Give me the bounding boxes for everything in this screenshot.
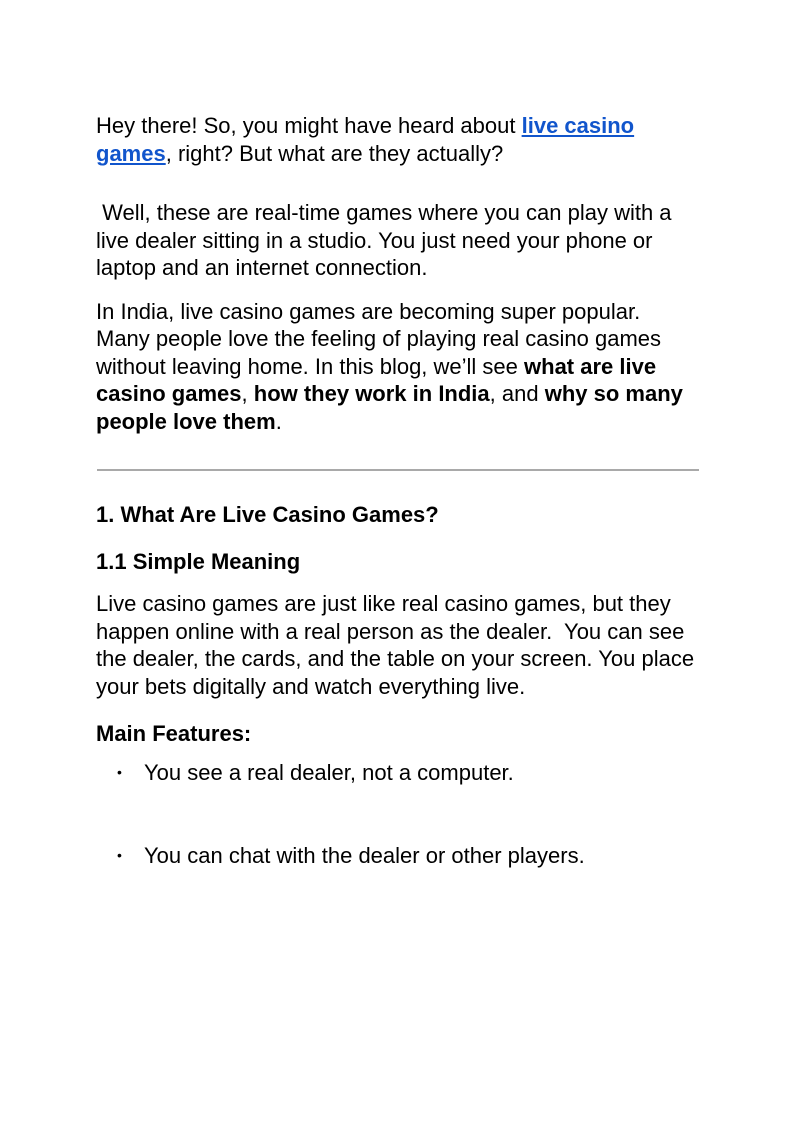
definition-paragraph: Well, these are real-time games where you can play with a live dealer sitting in a studio. You just need your phone or laptop and an internet connection. xyxy=(96,200,678,280)
bold-why-love: why so many people love them xyxy=(96,381,683,434)
list-item xyxy=(96,759,700,786)
india-text: In India, live casino games are becoming super popular. Many people love the feeling of playing real casino games without leaving home. In this blog, we’ll see xyxy=(96,298,662,379)
live-casino-games-link[interactable]: live casino games xyxy=(96,113,635,166)
bold-how-they-work: how they work in India xyxy=(253,381,490,406)
intro-text-start: Hey there! So, you might have heard about xyxy=(96,113,522,138)
bullet-icon: • xyxy=(117,847,122,863)
features-heading: Main Features: xyxy=(96,721,252,746)
intro-text-end: , right? But what are they actually? xyxy=(165,140,504,166)
simple-meaning-paragraph: Live casino games are just like real casino games, but they happen online with a real person as the dealer. You can see the dealer, the cards, and the table on your screen. You place your bets digitally and watch everything live. xyxy=(96,591,701,699)
period-text: . xyxy=(275,408,282,434)
section-heading: 1. What Are Live Casino Games? xyxy=(96,502,439,527)
intro-paragraph xyxy=(96,112,700,167)
bullet-icon: • xyxy=(117,764,122,780)
features-list xyxy=(96,759,700,869)
subsection-heading: 1.1 Simple Meaning xyxy=(96,549,301,574)
list-item-text: You see a real dealer, not a computer. xyxy=(144,760,514,785)
separator-text: , xyxy=(241,381,254,406)
horizontal-divider xyxy=(97,469,699,471)
list-item xyxy=(96,842,700,869)
and-text: , and xyxy=(489,381,545,406)
document-page xyxy=(96,112,700,869)
bold-what-are: what are live casino games xyxy=(96,353,657,406)
india-paragraph xyxy=(96,298,700,436)
list-item-text: You can chat with the dealer or other players. xyxy=(144,843,585,868)
